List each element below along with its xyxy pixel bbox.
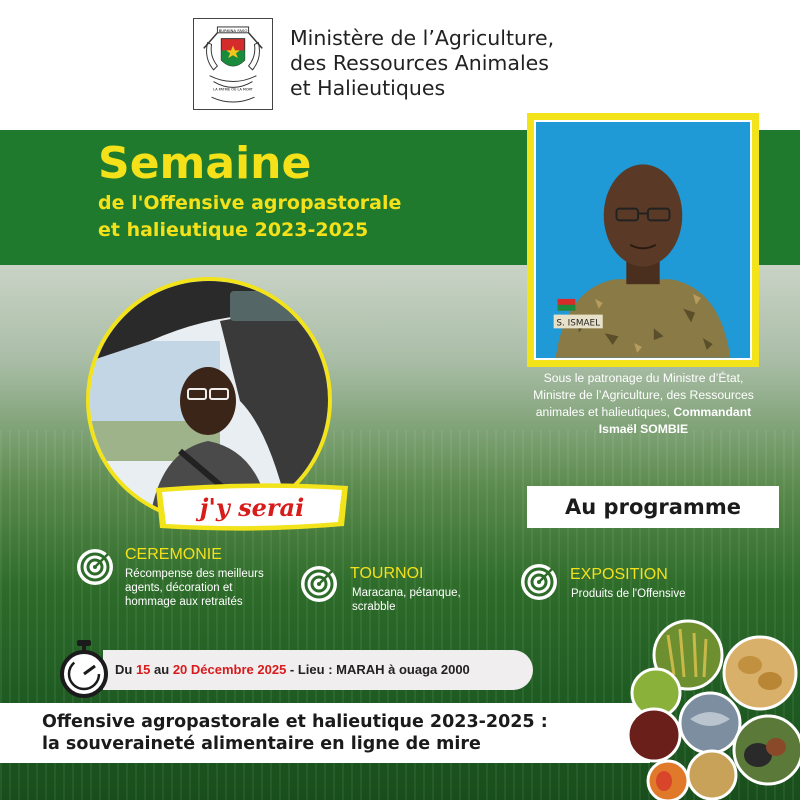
slogan-line: la souveraineté alimentaire en ligne de mire	[42, 734, 481, 754]
patronage-bold: Commandant	[673, 405, 752, 419]
produce-collage	[628, 615, 800, 800]
date-location-text: Du 15 au 20 Décembre 2025 - Lieu : MARAH à ouaga 2000	[115, 662, 470, 677]
svg-text:BURKINA FASO: BURKINA FASO	[218, 27, 248, 33]
svg-text:LA PATRIE OU LA MORT: LA PATRIE OU LA MORT	[213, 87, 253, 92]
item-title: TOURNOI	[350, 565, 424, 582]
item-desc: Maracana, pétanque, scrabble	[352, 587, 461, 613]
ministry-line: des Ressources Animales	[290, 51, 549, 75]
coat-of-arms-logo	[193, 18, 273, 110]
patronage-line	[496, 421, 791, 438]
patronage-line: animales et halieutiques, Commandant	[535, 405, 752, 419]
svg-text:S. ISMAEL: S. ISMAEL	[556, 318, 601, 329]
minister-portrait	[527, 113, 759, 367]
header	[0, 0, 800, 130]
target-icon	[300, 565, 338, 603]
patronage-line: Ministre de l’Agriculture, des Ressources	[533, 388, 754, 402]
target-icon	[76, 548, 114, 586]
event-title: Semaine	[98, 138, 312, 189]
patronage-text	[496, 370, 791, 438]
item-title: CEREMONIE	[125, 546, 222, 563]
patronage-bold: Ismaël SOMBIE	[598, 422, 689, 436]
slogan	[42, 711, 548, 755]
stopwatch-icon	[55, 638, 113, 698]
slogan-line: Offensive agropastorale et halieutique 2023-2025 :	[42, 712, 548, 732]
target-icon	[520, 563, 558, 601]
jy-serai-badge	[152, 480, 352, 534]
ministry-line: Ministère de l’Agriculture,	[290, 26, 555, 50]
jy-serai-text: j'y serai	[199, 492, 305, 522]
patronage-line: Sous le patronage du Ministre d’État,	[543, 371, 744, 385]
subtitle-line: et halieutique 2023-2025	[98, 219, 369, 241]
programme-label: Au programme	[527, 486, 779, 528]
ministry-name	[290, 26, 554, 101]
item-title: EXPOSITION	[570, 566, 668, 583]
item-desc: Produits de l'Offensive	[571, 588, 686, 600]
event-subtitle	[98, 190, 401, 244]
ministry-line: et Halieutiques	[290, 76, 446, 100]
subtitle-line: de l'Offensive agropastorale	[98, 192, 402, 214]
item-desc: Récompense des meilleurs agents, décoration et hommage aux retraités	[125, 568, 264, 608]
